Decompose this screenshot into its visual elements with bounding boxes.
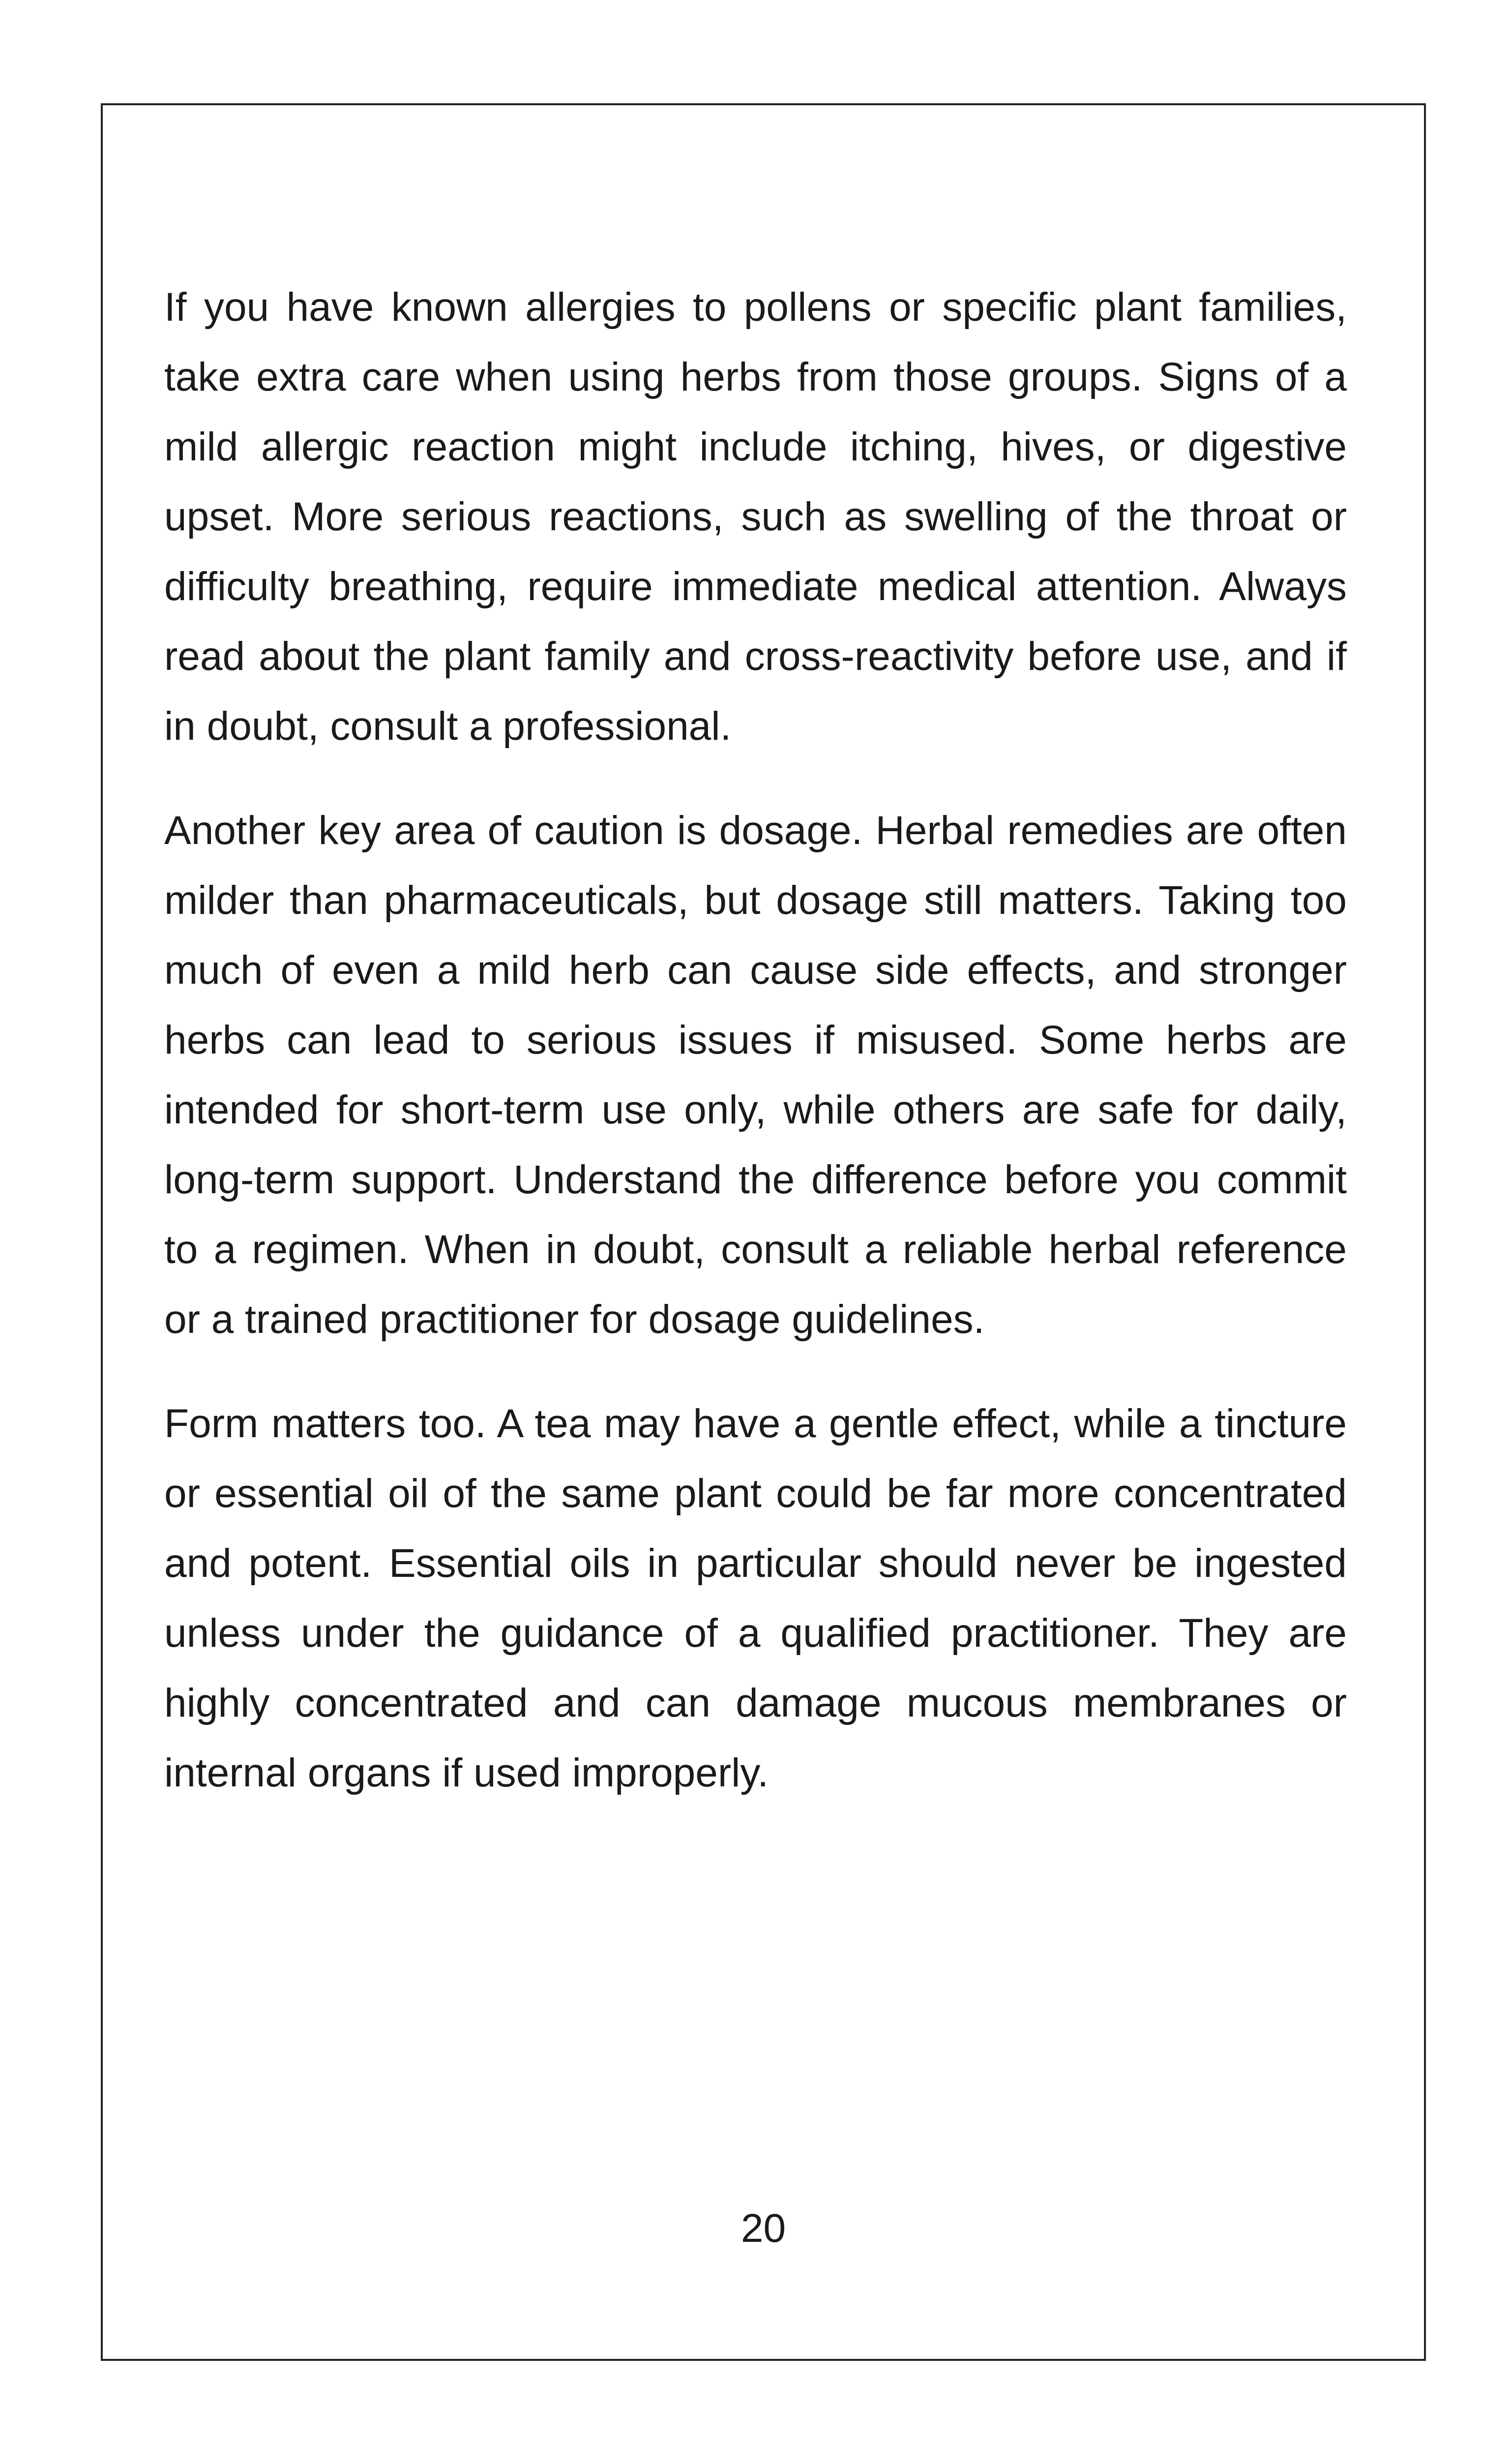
paragraph-allergies: If you have known allergies to pollens or specific plant families, take extra care when using herbs from those groups. Signs of a mild allergic reaction might include itching, hives, or digestive upset. More serious reactions, such as swelling of the throat or difficulty breathing, require immediate medical attention. Always read about the plant family and cross-reactivity before use, and if in doubt, consult a professional. [164, 285, 1347, 749]
paragraph-dosage: Another key area of caution is dosage. Herbal remedies are often milder than pharmaceuticals, but dosage still matters. Taking too much of even a mild herb can cause side effects, and stronger herbs can lead to serious issues if misused. Some herbs are intended for short-term use only, while others are safe for daily, long-term support. Understand the difference before you commit to a regimen. When in doubt, consult a reliable herbal reference or a trained practitioner for dosage guidelines. [164, 808, 1347, 1342]
page-number: 20 [741, 2206, 786, 2251]
body-text [164, 272, 1347, 1842]
page-frame [101, 103, 1426, 2361]
paragraph-form: Form matters too. A tea may have a gentle effect, while a tincture or essential oil of the same plant could be far more concentrated and potent. Essential oils in particular should never be ingested unless under the guidance of a qualified practitioner. They are highly concentrated and can damage mucous membranes or internal organs if used improperly. [164, 1401, 1347, 1795]
